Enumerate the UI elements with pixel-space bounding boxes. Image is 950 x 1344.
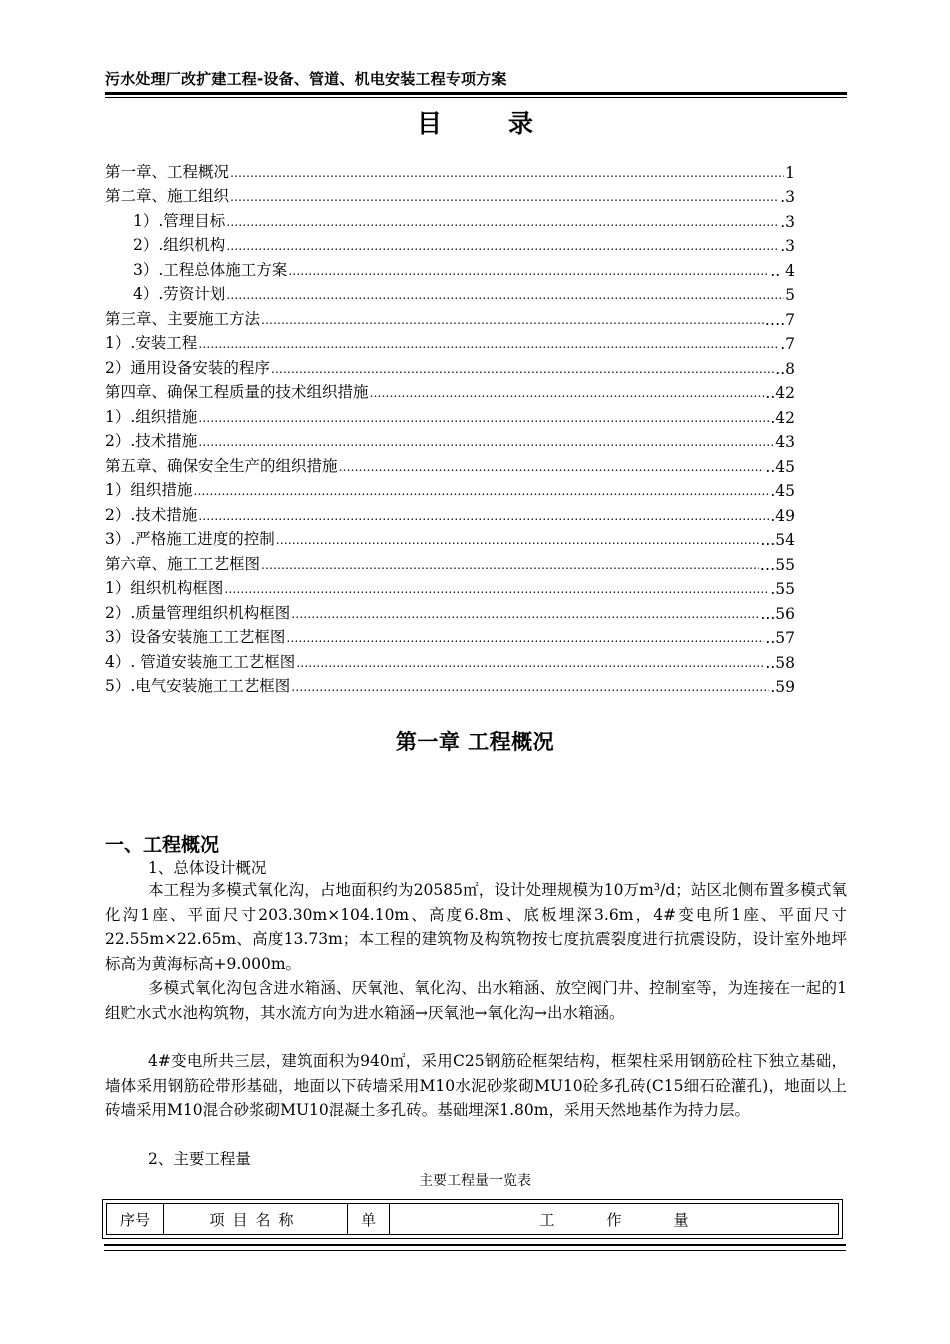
toc-entry[interactable] <box>105 647 795 672</box>
toc-entry-label: 1）.安装工程 <box>105 334 198 352</box>
toc-entry-label: 2）.技术措施 <box>105 505 198 524</box>
toc-entry[interactable] <box>105 231 795 256</box>
table-header-workload: 工作量 <box>539 1210 741 1229</box>
toc-entry[interactable] <box>105 574 795 599</box>
toc-leader-dots <box>198 335 779 353</box>
toc-entry[interactable] <box>105 500 795 525</box>
toc-leader-dots <box>193 482 769 500</box>
table-header-item-name: 项目名称 <box>164 1204 348 1234</box>
toc-entry-page: .. 4 <box>770 261 795 280</box>
toc-entry-label: 1）.管理目标 <box>133 211 226 230</box>
document-header-title: 污水处理厂改扩建工程-设备、管道、机电安装工程专项方案 <box>105 70 507 88</box>
toc-entry-label: 第五章、确保安全生产的组织措施 <box>105 456 338 475</box>
toc-entry[interactable] <box>105 304 795 329</box>
toc-entry[interactable] <box>105 451 795 476</box>
toc-entry[interactable] <box>105 329 795 354</box>
toc-entry-label: 3）.工程总体施工方案 <box>133 260 288 279</box>
toc-entry[interactable] <box>105 402 795 427</box>
toc-entry[interactable] <box>105 476 795 501</box>
toc-entry-label: 4）.劳资计划 <box>133 285 226 303</box>
toc-entry-page: ..42 <box>765 384 795 402</box>
toc-leader-dots <box>226 237 779 255</box>
toc-entry-label: 2）.技术措施 <box>105 432 198 450</box>
toc-entry-label: 第六章、施工工艺框图 <box>105 554 261 573</box>
toc-leader-dots <box>339 458 765 476</box>
table-header-unit: 单 <box>348 1204 390 1234</box>
toc-leader-dots <box>261 311 764 329</box>
toc-entry-label: 2）.组织机构 <box>133 236 226 254</box>
toc-entry[interactable] <box>105 182 795 207</box>
toc-entry-page: .3 <box>780 188 795 206</box>
toc-entry-page: ..57 <box>765 629 795 647</box>
toc-entry-page: 1 <box>785 163 795 182</box>
subsection-main-quantities: 2、主要工程量 <box>148 1150 251 1168</box>
toc-leader-dots <box>271 360 774 378</box>
toc-entry-label: 1）组织机构框图 <box>105 579 224 597</box>
toc-entry-page: ..45 <box>765 457 795 476</box>
toc-entry[interactable] <box>105 206 795 231</box>
chapter-title: 第一章 工程概况 <box>395 730 555 754</box>
toc-leader-dots <box>276 531 760 549</box>
toc-leader-dots <box>291 605 759 623</box>
toc-entry-label: 第一章、工程概况 <box>105 162 230 181</box>
toc-leader-dots <box>226 213 779 231</box>
toc-leader-dots <box>230 164 784 182</box>
toc-entry[interactable] <box>105 353 795 378</box>
toc-entry-page: ..58 <box>765 653 795 672</box>
toc-leader-dots <box>198 433 774 451</box>
toc-entry[interactable] <box>105 672 795 697</box>
toc-leader-dots <box>296 654 764 672</box>
toc-entry-label: 1）组织措施 <box>105 481 193 499</box>
toc-entry-label: 3）.严格施工进度的控制 <box>105 530 275 548</box>
toc-entry-page: .55 <box>770 580 795 598</box>
toc-entry-page: ...56 <box>760 604 795 623</box>
toc-entry-label: 2）.质量管理组织机构框图 <box>105 603 291 622</box>
table-header-index: 序号 <box>107 1204 164 1234</box>
toc-entry-page: .49 <box>770 506 795 525</box>
toc-entry-page: .45 <box>770 482 795 500</box>
toc-entry-label: 第三章、主要施工方法 <box>105 309 261 328</box>
toc-leader-dots <box>261 556 759 574</box>
header-rule-thin <box>105 97 847 98</box>
toc-entry-label: 第二章、施工组织 <box>105 187 230 205</box>
toc-heading: 目录 <box>416 109 599 138</box>
toc-entry-page: .59 <box>770 678 795 696</box>
toc-entry-page: 5 <box>785 286 795 304</box>
footer-rule-thick <box>104 1244 846 1246</box>
paragraph-overview: 本工程为多模式氧化沟，占地面积约为20585㎡，设计处理规模为10万m³/d；站区北侧布置多模式氧化沟1座、平面尺寸203.30m×104.10m、高度6.8m、底板埋深3.6m，4#变电所1座、平面尺寸22.55m×22.65m、高度13.73m；本工程的建筑物及构筑物按七度抗震裂度进行抗震设防，设计室外地坪标高为黄海标高+9.000m。 <box>105 881 847 973</box>
toc-leader-dots <box>291 678 769 696</box>
toc-leader-dots <box>286 629 764 647</box>
toc-entry-page: ..8 <box>775 359 795 378</box>
toc-entry-page: .7 <box>780 335 795 353</box>
toc-leader-dots <box>224 580 769 598</box>
quantities-table <box>102 1199 843 1239</box>
toc-entry-page: ….7 <box>764 310 795 329</box>
toc-entry-label: 2）通用设备安装的程序 <box>105 358 270 377</box>
toc-entry-label: 第四章、确保工程质量的技术组织措施 <box>105 383 369 401</box>
toc-entry-page: .3 <box>780 212 795 231</box>
table-caption: 主要工程量一览表 <box>419 1173 531 1189</box>
toc-entry-label: 5）.电气安装施工工艺框图 <box>105 677 291 695</box>
toc-entry-label: 3）设备安装施工工艺框图 <box>105 628 286 646</box>
footer-rule-thin <box>104 1250 846 1251</box>
paragraph-oxidation-ditch: 多模式氧化沟包含进水箱涵、厌氧池、氧化沟、出水箱涵、放空阀门井、控制室等，为连接在一起的1组贮水式水池构筑物，其水流方向为进水箱涵→厌氧池→氧化沟→出水箱涵。 <box>105 979 847 1022</box>
header-rule-thick <box>105 92 847 95</box>
toc-entry-page: .3 <box>780 237 795 255</box>
toc-leader-dots <box>198 507 769 525</box>
toc-leader-dots <box>370 384 765 402</box>
toc-entry[interactable] <box>105 378 795 403</box>
toc-entry-label: 1）.组织措施 <box>105 407 198 426</box>
toc-entry-label: 4）. 管道安装施工工艺框图 <box>105 652 296 671</box>
toc-entry[interactable] <box>105 157 795 182</box>
toc-entry[interactable] <box>105 280 795 305</box>
toc-entry[interactable] <box>105 623 795 648</box>
toc-leader-dots <box>230 188 779 206</box>
toc-entry[interactable] <box>105 255 795 280</box>
toc-entry[interactable] <box>105 549 795 574</box>
section-title: 一、工程概况 <box>105 834 220 856</box>
toc-entry-page: …55 <box>759 555 795 574</box>
paragraph-substation: 4#变电所共三层，建筑面积为940㎡，采用C25钢筋砼框架结构，框架柱采用钢筋砼柱下独立基础，墙体采用钢筋砼带形基础，地面以下砖墙采用M10水泥砂浆砌MU10砼多孔砖(C15细石砼灌孔)，地面以上砖墙采用M10混合砂浆砌MU10混凝土多孔砖。基础埋深1.80m，采用天然地基作为持力层。 <box>105 1052 847 1119</box>
toc-entry[interactable] <box>105 598 795 623</box>
toc-leader-dots <box>226 286 784 304</box>
toc-leader-dots <box>288 262 769 280</box>
toc-entry-page: 43 <box>775 433 795 451</box>
subsection-design-overview: 1、总体设计概况 <box>148 859 267 877</box>
toc-entry-page: ...54 <box>760 531 795 549</box>
toc-entry-page: .42 <box>770 408 795 427</box>
toc-leader-dots <box>198 409 769 427</box>
table-of-contents <box>105 157 795 696</box>
toc-entry[interactable] <box>105 525 795 550</box>
toc-entry[interactable] <box>105 427 795 452</box>
